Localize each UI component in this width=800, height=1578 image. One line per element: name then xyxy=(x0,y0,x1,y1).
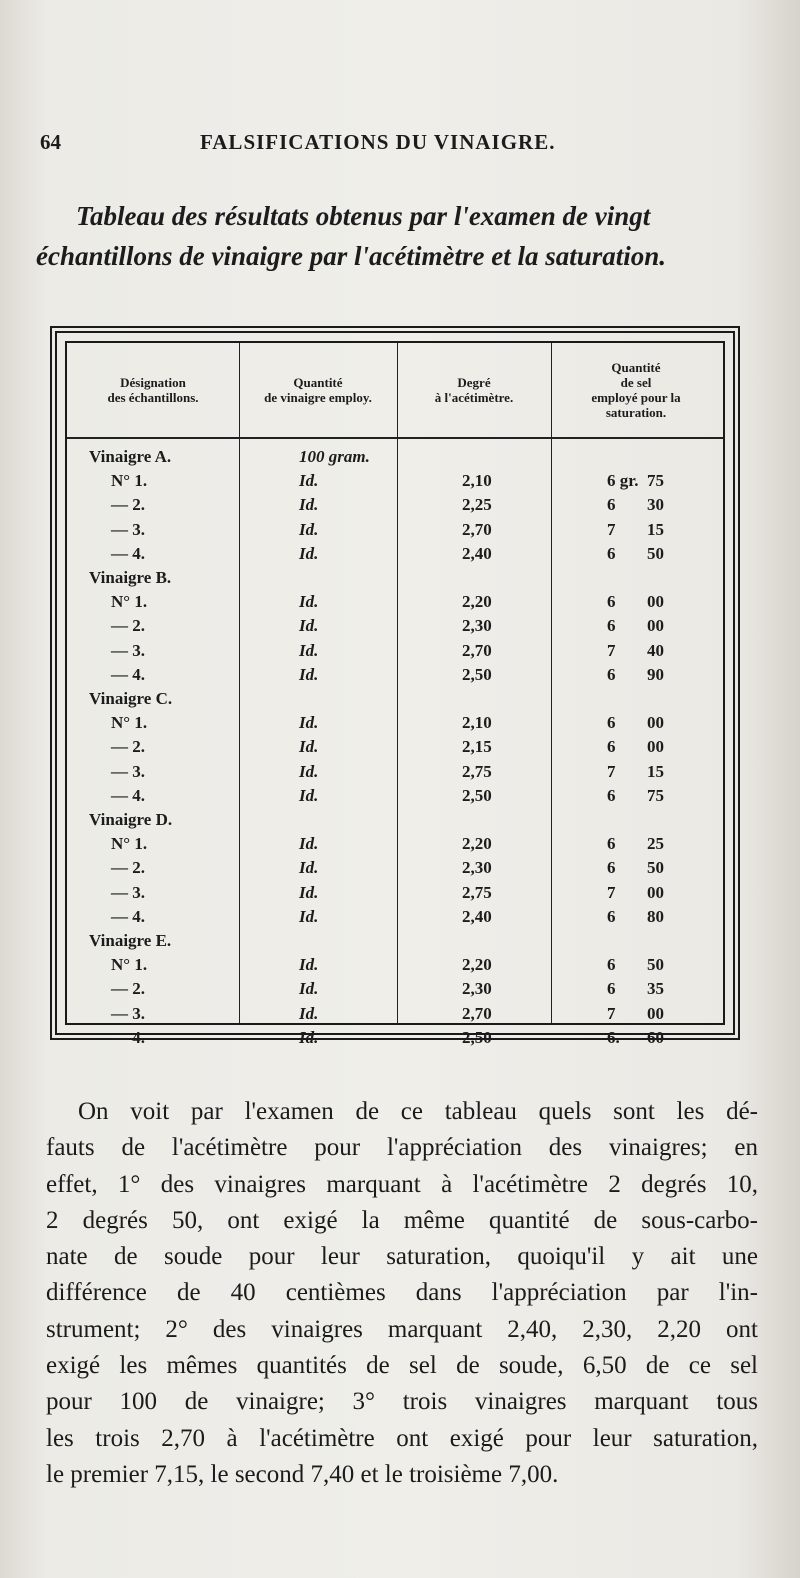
vinegar-quantity: Id. xyxy=(299,495,319,515)
table-row xyxy=(67,689,723,713)
vinegar-quantity: Id. xyxy=(299,785,319,805)
sample-label: — 2. xyxy=(111,495,145,515)
acetimeter-degree: 2,70 xyxy=(462,640,492,660)
vinegar-quantity: Id. xyxy=(299,858,319,878)
vinegar-quantity: Id. xyxy=(299,640,319,660)
acetimeter-degree: 2,30 xyxy=(462,979,492,999)
sample-label: — 3. xyxy=(111,761,145,781)
salt-centigrams: 90 xyxy=(647,664,664,684)
table-inner-border xyxy=(65,341,725,1047)
table-row xyxy=(67,955,723,979)
sample-label: — 4. xyxy=(111,543,145,563)
sample-label: N° 1. xyxy=(111,834,148,854)
salt-grams: 6 xyxy=(607,543,616,563)
table-row xyxy=(67,786,723,810)
header-divider xyxy=(67,437,723,439)
salt-grams: 7 xyxy=(607,882,616,902)
acetimeter-degree: 2,75 xyxy=(462,761,492,781)
table-row xyxy=(67,931,723,955)
table-caption xyxy=(36,196,764,276)
salt-centigrams: 15 xyxy=(647,519,664,539)
sample-label: — 2. xyxy=(111,616,145,636)
vinegar-quantity: Id. xyxy=(299,1027,319,1047)
vinegar-quantity: Id. xyxy=(299,955,319,975)
sample-label: — 2. xyxy=(111,979,145,999)
table-row xyxy=(67,495,723,519)
sample-label: — 3. xyxy=(111,640,145,660)
sample-label: Vinaigre D. xyxy=(89,810,173,829)
table-row xyxy=(67,762,723,786)
table-row xyxy=(67,1004,723,1028)
acetimeter-degree: 2,70 xyxy=(462,1003,492,1023)
sample-label: Vinaigre B. xyxy=(89,568,172,587)
results-table xyxy=(50,326,740,1047)
table-row xyxy=(67,592,723,616)
acetimeter-degree: 2,50 xyxy=(462,1027,492,1047)
salt-centigrams: 00 xyxy=(647,616,664,636)
salt-centigrams: 75 xyxy=(647,785,664,805)
table-row xyxy=(67,568,723,592)
paragraph-line: différence de 40 centièmes dans l'appréciation par l'in- xyxy=(46,1279,758,1307)
salt-centigrams: 50 xyxy=(647,955,664,975)
table-row xyxy=(67,447,723,471)
paragraph-line: nate de soude pour leur saturation, quoiqu'il y ait une xyxy=(46,1243,758,1271)
vinegar-quantity: Id. xyxy=(299,616,319,636)
salt-centigrams: 00 xyxy=(647,1003,664,1023)
sample-label: — 4. xyxy=(111,1027,145,1047)
table-row xyxy=(67,544,723,568)
salt-centigrams: 00 xyxy=(647,882,664,902)
paragraph-line: On voit par l'examen de ce tableau quels sont les dé- xyxy=(78,1098,758,1125)
acetimeter-degree: 2,50 xyxy=(462,785,492,805)
salt-grams: 6 xyxy=(607,979,616,999)
salt-centigrams: 35 xyxy=(647,979,664,999)
salt-grams: 6 xyxy=(607,955,616,975)
header-text: Quantité xyxy=(293,375,343,390)
acetimeter-degree: 2,20 xyxy=(462,834,492,854)
table-row xyxy=(67,810,723,834)
caption-line-1: Tableau des résultats obtenus par l'examen de vingt xyxy=(76,201,651,231)
paragraph-line: exigé les mêmes quantités de sel de soude, 6,50 de ce sel xyxy=(46,1352,758,1380)
acetimeter-degree: 2,10 xyxy=(462,471,492,491)
vinegar-quantity: Id. xyxy=(299,979,319,999)
sample-label: N° 1. xyxy=(111,471,148,491)
paragraph-line: fauts de l'acétimètre pour l'appréciation des vinaigres; en xyxy=(46,1134,758,1162)
salt-centigrams: 50 xyxy=(647,858,664,878)
table-row xyxy=(67,979,723,1003)
header-text: saturation. xyxy=(605,405,667,420)
table-row xyxy=(67,616,723,640)
header-text: des échantillons. xyxy=(107,390,199,405)
vinegar-quantity: Id. xyxy=(299,882,319,902)
sample-label: N° 1. xyxy=(111,955,148,975)
salt-centigrams: 80 xyxy=(647,906,664,926)
header-text: à l'acétimètre. xyxy=(434,390,514,405)
paragraph-line: pour 100 de vinaigre; 3° trois vinaigres marquant tous xyxy=(46,1388,758,1416)
acetimeter-degree: 2,20 xyxy=(462,592,492,612)
acetimeter-degree: 2,30 xyxy=(462,616,492,636)
sample-label: Vinaigre A. xyxy=(89,447,172,466)
salt-centigrams: 00 xyxy=(647,592,664,612)
header-text: Degré xyxy=(457,375,491,390)
vinegar-quantity: Id. xyxy=(299,713,319,733)
salt-grams: 6 xyxy=(607,906,616,926)
table-row xyxy=(67,883,723,907)
table-row xyxy=(67,665,723,689)
vinegar-quantity: Id. xyxy=(299,664,319,684)
vinegar-quantity: Id. xyxy=(299,471,319,491)
salt-centigrams: 40 xyxy=(647,640,664,660)
sample-label: — 4. xyxy=(111,664,145,684)
vinegar-quantity: Id. xyxy=(299,906,319,926)
sample-label: Vinaigre C. xyxy=(89,689,173,708)
vinegar-quantity: 100 gram. xyxy=(299,447,370,466)
salt-centigrams: 15 xyxy=(647,761,664,781)
salt-grams: 6 xyxy=(607,592,616,612)
sample-label: — 3. xyxy=(111,519,145,539)
running-title: FALSIFICATIONS DU VINAIGRE. xyxy=(200,130,556,154)
sample-label: — 4. xyxy=(111,906,145,926)
salt-centigrams: 50 xyxy=(647,543,664,563)
salt-grams: 6 xyxy=(607,737,616,757)
acetimeter-degree: 2,40 xyxy=(462,543,492,563)
header-quantity xyxy=(239,343,397,437)
sample-label: Vinaigre E. xyxy=(89,931,172,950)
acetimeter-degree: 2,75 xyxy=(462,882,492,902)
vinegar-quantity: Id. xyxy=(299,1003,319,1023)
vinegar-quantity: Id. xyxy=(299,761,319,781)
salt-grams: 7 xyxy=(607,640,616,660)
acetimeter-degree: 2,20 xyxy=(462,955,492,975)
salt-grams: 6 gr. xyxy=(607,471,639,491)
salt-centigrams: 25 xyxy=(647,834,664,854)
acetimeter-degree: 2,15 xyxy=(462,737,492,757)
sample-label: — 4. xyxy=(111,785,145,805)
body-paragraph xyxy=(46,1094,758,1493)
salt-centigrams: 00 xyxy=(647,737,664,757)
sample-label: N° 1. xyxy=(111,713,148,733)
table-row xyxy=(67,737,723,761)
salt-grams: 6 xyxy=(607,616,616,636)
acetimeter-degree: 2,10 xyxy=(462,713,492,733)
salt-grams: 6 xyxy=(607,713,616,733)
table-row xyxy=(67,858,723,882)
sample-label: — 2. xyxy=(111,858,145,878)
sample-label: N° 1. xyxy=(111,592,148,612)
table-row xyxy=(67,471,723,495)
table-row xyxy=(67,1028,723,1052)
salt-grams: 7 xyxy=(607,1003,616,1023)
header-text: de sel xyxy=(620,375,652,390)
header-designation xyxy=(67,343,239,437)
acetimeter-degree: 2,50 xyxy=(462,664,492,684)
salt-grams: 6 xyxy=(607,785,616,805)
salt-grams: 6 xyxy=(607,495,616,515)
acetimeter-degree: 2,30 xyxy=(462,858,492,878)
header-text: de vinaigre employ. xyxy=(264,390,372,405)
page-header xyxy=(40,130,760,160)
paragraph-line: effet, 1° des vinaigres marquant à l'acétimètre 2 degrés 10, xyxy=(46,1170,758,1198)
header-degree xyxy=(397,343,551,437)
salt-centigrams: 75 xyxy=(647,471,664,491)
salt-centigrams: 00 xyxy=(647,713,664,733)
header-salt xyxy=(551,343,721,437)
table-row xyxy=(67,907,723,931)
table-row xyxy=(67,641,723,665)
paragraph-line: 2 degrés 50, ont exigé la même quantité de sous-carbo- xyxy=(46,1206,758,1234)
sample-label: — 3. xyxy=(111,1003,145,1023)
salt-grams: 7 xyxy=(607,519,616,539)
table-row xyxy=(67,520,723,544)
salt-grams: 6. xyxy=(607,1027,620,1047)
acetimeter-degree: 2,25 xyxy=(462,495,492,515)
paragraph-line: strument; 2° des vinaigres marquant 2,40, 2,30, 2,20 ont xyxy=(46,1315,758,1343)
salt-grams: 7 xyxy=(607,761,616,781)
sample-label: — 3. xyxy=(111,882,145,902)
acetimeter-degree: 2,40 xyxy=(462,906,492,926)
vinegar-quantity: Id. xyxy=(299,519,319,539)
page-number: 64 xyxy=(40,130,61,154)
sample-label: — 2. xyxy=(111,737,145,757)
table-row xyxy=(67,834,723,858)
vinegar-quantity: Id. xyxy=(299,543,319,563)
header-text: employé pour la xyxy=(591,390,681,405)
vinegar-quantity: Id. xyxy=(299,834,319,854)
salt-centigrams: 60 xyxy=(647,1027,664,1047)
header-text: Quantité xyxy=(611,360,661,375)
vinegar-quantity: Id. xyxy=(299,737,319,757)
salt-grams: 6 xyxy=(607,858,616,878)
paragraph-line: le premier 7,15, le second 7,40 et le troisième 7,00. xyxy=(46,1460,559,1488)
acetimeter-degree: 2,70 xyxy=(462,519,492,539)
salt-grams: 6 xyxy=(607,834,616,854)
table-row xyxy=(67,713,723,737)
header-text: Désignation xyxy=(120,375,186,390)
salt-grams: 6 xyxy=(607,664,616,684)
salt-centigrams: 30 xyxy=(647,495,664,515)
caption-line-2: échantillons de vinaigre par l'acétimètre et la saturation. xyxy=(36,241,667,271)
vinegar-quantity: Id. xyxy=(299,592,319,612)
paragraph-line: les trois 2,70 à l'acétimètre ont exigé pour leur saturation, xyxy=(46,1424,758,1452)
